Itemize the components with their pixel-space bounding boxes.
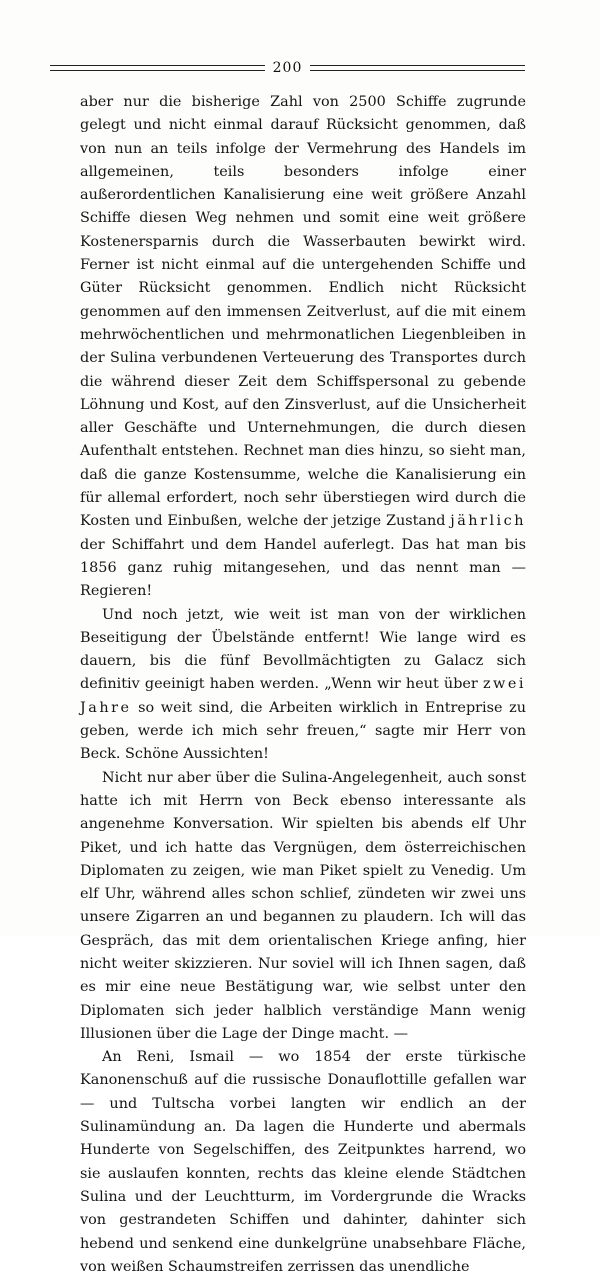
paragraph-2-spaced-words: zwei Jahre <box>80 676 526 716</box>
paragraph-2 <box>80 604 526 767</box>
body-text <box>80 91 526 1279</box>
paragraph-2-text: Und noch jetzt, wie weit ist man von der wirklichen Beseitigung der Übelstände entfernt! Wie lange wird es dauern, bis die fünf Bevollmächtigten zu Galacz sich definitiv geeinigt haben werden. „Wenn wir heut über <box>80 606 526 693</box>
paragraph-1-text: aber nur die bisherige Zahl von 2500 Schiffe zugrunde gelegt und nicht einmal darauf Rücksicht genommen, daß von nun an teils infolge der Vermehrung des Handels im allgemeinen, teils besonders infolge einer außerordentlichen Kanalisierung eine weit größere Anzahl Schiffe diesen Weg nehmen und somit eine weit größere Kostenersparnis durch die Wasserbauten bewirkt wird. Ferner ist nicht einmal auf die untergehenden Schiffe und Güter Rücksicht genommen. Endlich nicht Rücksicht genommen auf den immensen Zeitverlust, auf die mit einem mehrwöchentlichen und mehrmonatlichen Liegenbleiben in der Sulina verbundenen Verteuerung des Transportes durch die während dieser Zeit dem Schiffspersonal zu gebende Löhnung und Kost, auf den Zinsverlust, auf die Unsicherheit aller Geschäfte und Unternehmungen, die durch diesen Aufenthalt entstehen. Rechnet man dies hinzu, so sieht man, daß die ganze Kostensumme, welche die Kanalisierung ein für allemal erfordert, noch sehr überstiegen wird durch die Kosten und Einbußen, welche der jetzige Zustand <box>80 94 526 530</box>
paragraph-4 <box>80 1046 526 1279</box>
paragraph-2-text-end: so weit sind, die Arbeiten wirklich in Entreprise zu geben, werde ich mich sehr freuen,“ sagte mir Herr von Beck. Schöne Aussichten! <box>80 699 526 763</box>
paragraph-1-spaced-word: jährlich <box>450 513 526 530</box>
paragraph-4-text: An Reni, Ismail — wo 1854 der erste türkische Kanonenschuß auf die russische Donauflottille gefallen war — und Tultscha vorbei langten wir endlich an der Sulinamündung an. Da lagen die Hunderte und abermals Hunderte von Segelschiffen, des Zeitpunktes harrend, wo sie auslaufen konnten, rechts das kleine elende Städtchen Sulina und der Leuchtturm, im Vordergrunde die Wracks von gestrandeten Schiffen und dahinter, dahinter sich hebend und senkend eine dunkelgrüne unabsehbare Fläche, von weißen Schaumstreifen zerrissen das unendliche <box>80 1049 526 1275</box>
header-rule-right <box>310 65 525 71</box>
paragraph-3 <box>80 767 526 1047</box>
paragraph-3-text: Nicht nur aber über die Sulina-Angelegenheit, auch sonst hatte ich mit Herrn von Beck ebenso interessante als angenehme Konversation. Wir spielten bis abends elf Uhr Piket, und ich hatte das Vergnügen, dem österreichischen Diplomaten zu zeigen, wie man Piket spielt zu Venedig. Um elf Uhr, während alles schon schlief, zündeten wir zwei uns unsere Zigarren an und begannen zu plaudern. Ich will das Gespräch, das mit dem orientalischen Kriege anfing, hier nicht weiter skizzieren. Nur soviel will ich Ihnen sagen, daß es mir eine neue Bestätigung war, wie selbst unter den Diplomaten sich jeder halblich verständige Mann wenig Illusionen über die Lage der Dinge macht. — <box>80 769 526 1042</box>
page-number: 200 <box>272 60 303 76</box>
paragraph-1 <box>80 91 526 604</box>
paragraph-1-text-end: der Schiffahrt und dem Handel auferlegt. Das hat man bis 1856 ganz ruhig mitangesehen, und das nennt man — Regieren! <box>80 536 526 600</box>
header-rule-left <box>50 65 265 71</box>
page-header <box>50 58 525 78</box>
